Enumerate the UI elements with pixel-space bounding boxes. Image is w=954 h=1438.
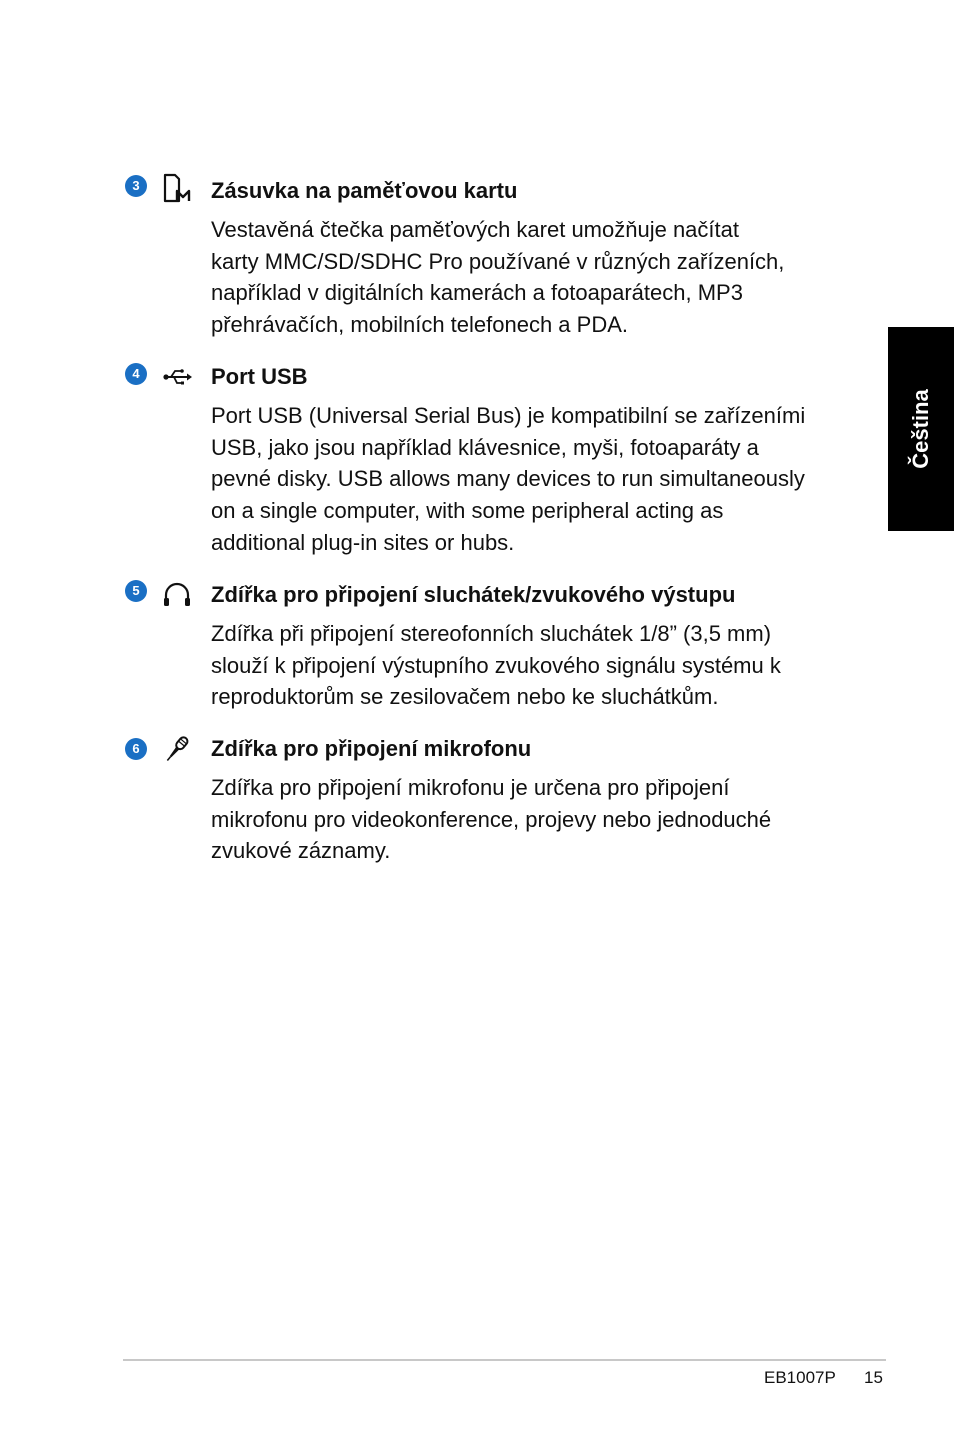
footer-model-name: EB1007P (764, 1368, 836, 1387)
section-description: Zdířka pro připojení mikrofonu je určena pro připojení mikrofonu pro videokonference, projevy nebo jednoduché zvukové záznamy. (211, 775, 772, 864)
section-title: Port USB (211, 364, 308, 389)
section-number-badge: 6 (125, 738, 147, 760)
usb-icon (161, 360, 193, 392)
memory-card-icon (161, 172, 193, 204)
section-number-badge: 3 (125, 175, 147, 197)
page-number: 15 (864, 1368, 883, 1387)
section-description: Port USB (Universal Serial Bus) je kompatibilní se zařízeními USB, jako jsou například klávesnice, myši, fotoaparáty a pevné disky. USB allows many devices to run simultaneously on a single computer, with some peripheral acting as additional plug-in sites or hubs. (211, 403, 806, 555)
section-number-badge: 5 (125, 580, 147, 602)
language-label: Čeština (908, 389, 933, 469)
section-title: Zdířka pro připojení sluchátek/zvukového výstupu (211, 582, 736, 607)
section-description: Vestavěná čtečka paměťových karet umožňuje načítat karty MMC/SD/SDHC Pro používané v různých zařízeních, například v digitálních kamerách a fotoaparátech, MP3 přehrávačích, mobilních telefonech a PDA. (211, 217, 785, 338)
section-description: Zdířka při připojení stereofonních sluchátek 1/8” (3,5 mm) slouží k připojení výstupního zvukového signálu systému k reproduktorům se zesilovačem nebo ke sluchátkům. (211, 621, 781, 710)
headphone-icon (161, 578, 193, 610)
section-title: Zdířka pro připojení mikrofonu (211, 736, 532, 761)
microphone-icon (161, 733, 193, 765)
section-number-badge: 4 (125, 363, 147, 385)
footer-divider (123, 1359, 886, 1361)
language-side-tab (888, 327, 954, 531)
section-title: Zásuvka na paměťovou kartu (211, 178, 518, 203)
